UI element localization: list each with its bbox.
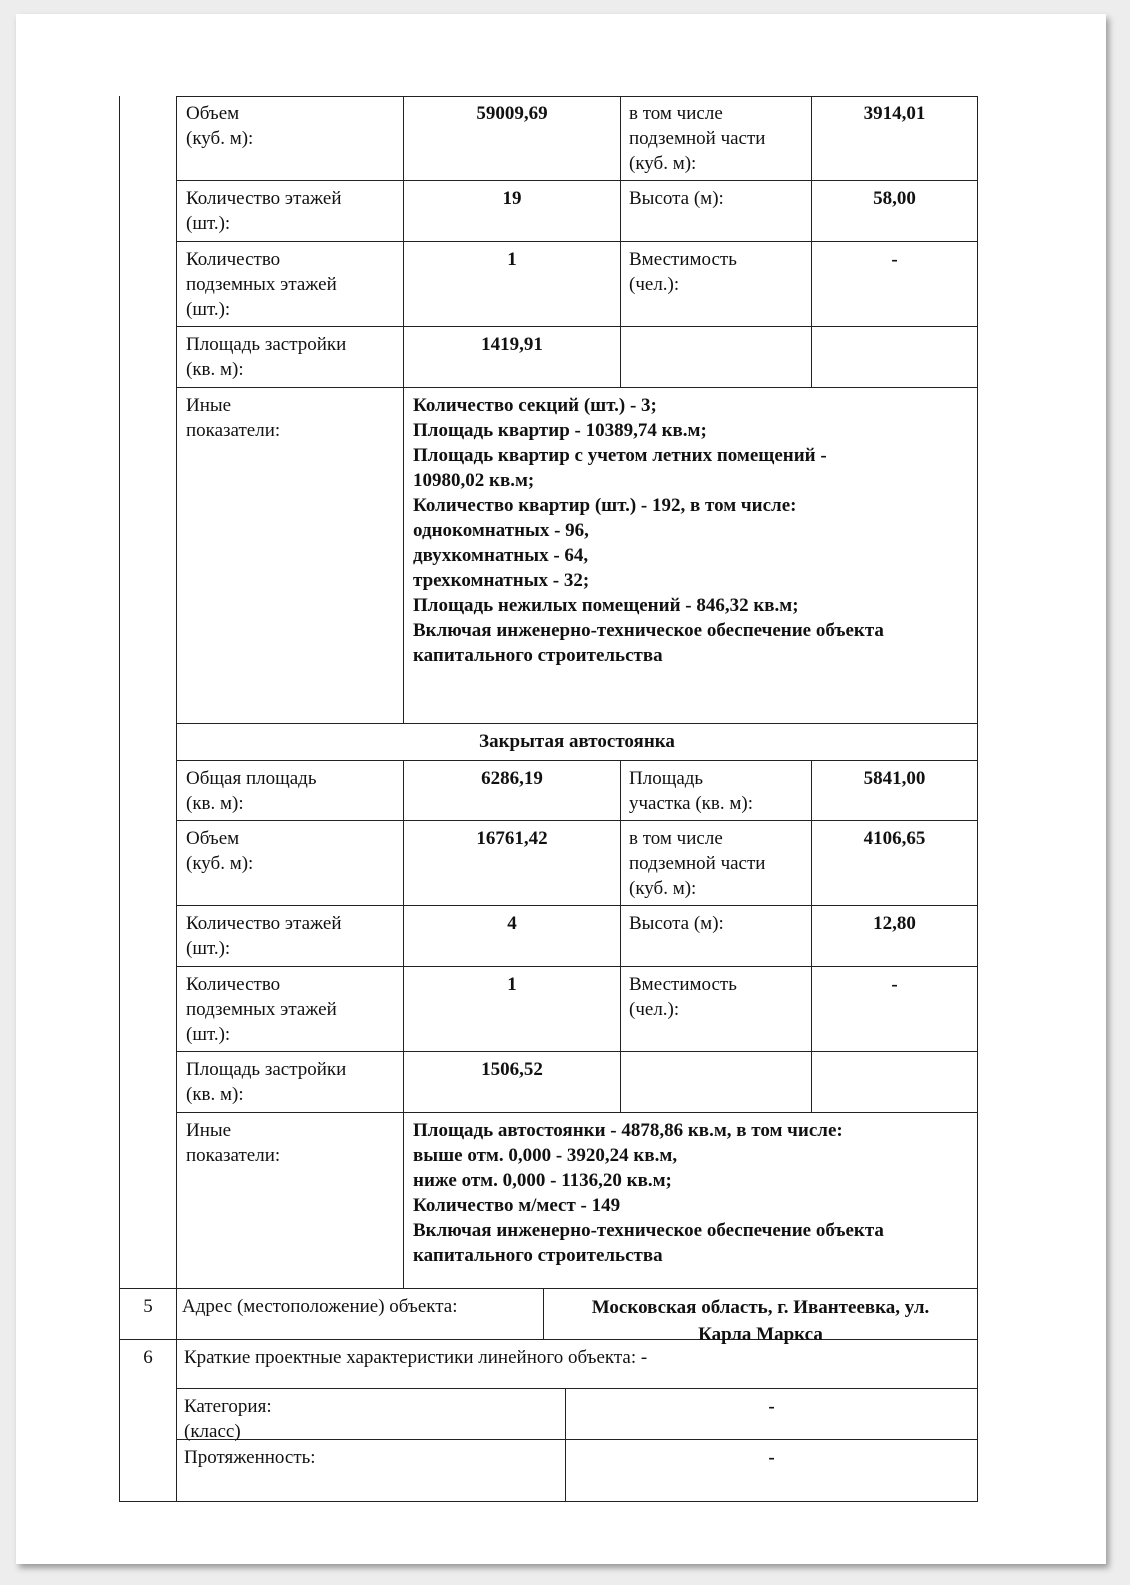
parking-underground-volume-value: 4106,65 — [863, 828, 926, 849]
length-label: Протяженность: — [184, 1447, 316, 1468]
parking-built-area-value: 1506,52 — [481, 1059, 543, 1080]
parking-underground-volume-label: в том числе подземной части (куб. м): — [629, 828, 766, 899]
building-built-area-label: Площадь застройки (кв. м): — [186, 334, 347, 380]
table-border — [176, 760, 978, 761]
parking-floors-label: Количество этажей (шт.): — [186, 913, 342, 959]
address-value: Московская область, г. Ивантеевка, ул. Карла Маркса — [591, 1297, 930, 1345]
row-number: 6 — [143, 1347, 153, 1368]
parking-total-area-value: 6286,19 — [481, 768, 543, 789]
parking-volume-value: 16761,42 — [476, 828, 548, 849]
parking-volume-label: Объем (куб. м): — [186, 828, 254, 874]
building-floors-label: Количество этажей (шт.): — [186, 188, 342, 234]
table-border — [176, 241, 978, 242]
parking-floors-value: 4 — [507, 913, 517, 934]
building-capacity-label: Вместимость (чел.): — [629, 249, 737, 295]
table-border — [119, 96, 120, 1502]
table-border — [176, 1051, 978, 1052]
building-volume-label: Объем (куб. м): — [186, 103, 254, 149]
building-underground-floors-label: Количество подземных этажей (шт.): — [186, 249, 337, 320]
parking-underground-floors-label: Количество подземных этажей (шт.): — [186, 974, 337, 1045]
building-underground-volume-label: в том числе подземной части (куб. м): — [629, 103, 766, 174]
building-height-label: Высота (м): — [629, 188, 724, 209]
category-value: - — [768, 1396, 775, 1417]
document-page — [16, 14, 1106, 1564]
table-border — [176, 905, 978, 906]
table-border — [811, 760, 812, 1112]
table-border — [176, 820, 978, 821]
table-border — [176, 96, 978, 97]
table-border — [620, 760, 621, 1112]
building-underground-volume-value: 3914,01 — [863, 103, 926, 124]
parking-other-label: Иные показатели: — [186, 1120, 281, 1166]
table-border — [977, 96, 978, 1502]
parking-capacity-label: Вместимость (чел.): — [629, 974, 737, 1020]
building-floors-value: 19 — [502, 188, 522, 209]
table-border — [176, 1288, 177, 1502]
parking-plot-area-label: Площадь участка (кв. м): — [629, 768, 754, 814]
parking-section-title: Закрытая автостоянка — [479, 731, 675, 752]
building-built-area-value: 1419,91 — [481, 334, 543, 355]
building-underground-floors-value: 1 — [507, 249, 517, 270]
table-border — [176, 96, 177, 1288]
parking-other-value: Площадь автостоянки - 4878,86 кв.м, в том числе: выше отм. 0,000 - 3920,24 кв.м, ниже отм. 0,000 - 1136,20 кв.м; Количество м/мест - 149 Включая инженерно-техническое обеспечение объекта капитального строительства — [413, 1120, 884, 1266]
building-other-value: Количество секций (шт.) - 3; Площадь квартир - 10389,74 кв.м; Площадь квартир с учетом летних помещений - 10980,02 кв.м; Количество квартир (шт.) - 192, в том числе: однокомнатных - 96, двухкомнатных - 64, трехкомнатных - 32; Площадь нежилых помещений - 846,32 кв.м; Включая инженерно-техническое обеспечение объекта капитального строительства — [413, 395, 884, 666]
category-label: Категория: (класс) — [184, 1396, 272, 1442]
parking-capacity-value: - — [891, 974, 898, 995]
parking-total-area-label: Общая площадь (кв. м): — [186, 768, 317, 814]
length-value: - — [768, 1447, 775, 1468]
building-height-value: 58,00 — [873, 188, 916, 209]
parking-underground-floors-value: 1 — [507, 974, 517, 995]
table-border — [176, 723, 978, 724]
address-label: Адрес (местоположение) объекта: — [182, 1296, 458, 1317]
building-volume-value: 59009,69 — [476, 103, 548, 124]
project-characteristics-table — [16, 14, 1106, 1564]
parking-built-area-label: Площадь застройки (кв. м): — [186, 1059, 347, 1105]
parking-height-value: 12,80 — [873, 913, 916, 934]
linear-object-label: Краткие проектные характеристики линейного объекта: - — [184, 1347, 648, 1368]
table-border — [176, 326, 978, 327]
building-other-label: Иные показатели: — [186, 395, 281, 441]
table-border — [176, 387, 978, 388]
table-border — [176, 180, 978, 181]
parking-plot-area-value: 5841,00 — [863, 768, 926, 789]
table-border — [119, 1288, 978, 1289]
table-border — [176, 1112, 978, 1113]
building-capacity-value: - — [891, 249, 898, 270]
table-border — [119, 1501, 978, 1502]
table-border — [176, 966, 978, 967]
row-number: 5 — [143, 1296, 153, 1317]
parking-height-label: Высота (м): — [629, 913, 724, 934]
table-border — [176, 1388, 978, 1389]
